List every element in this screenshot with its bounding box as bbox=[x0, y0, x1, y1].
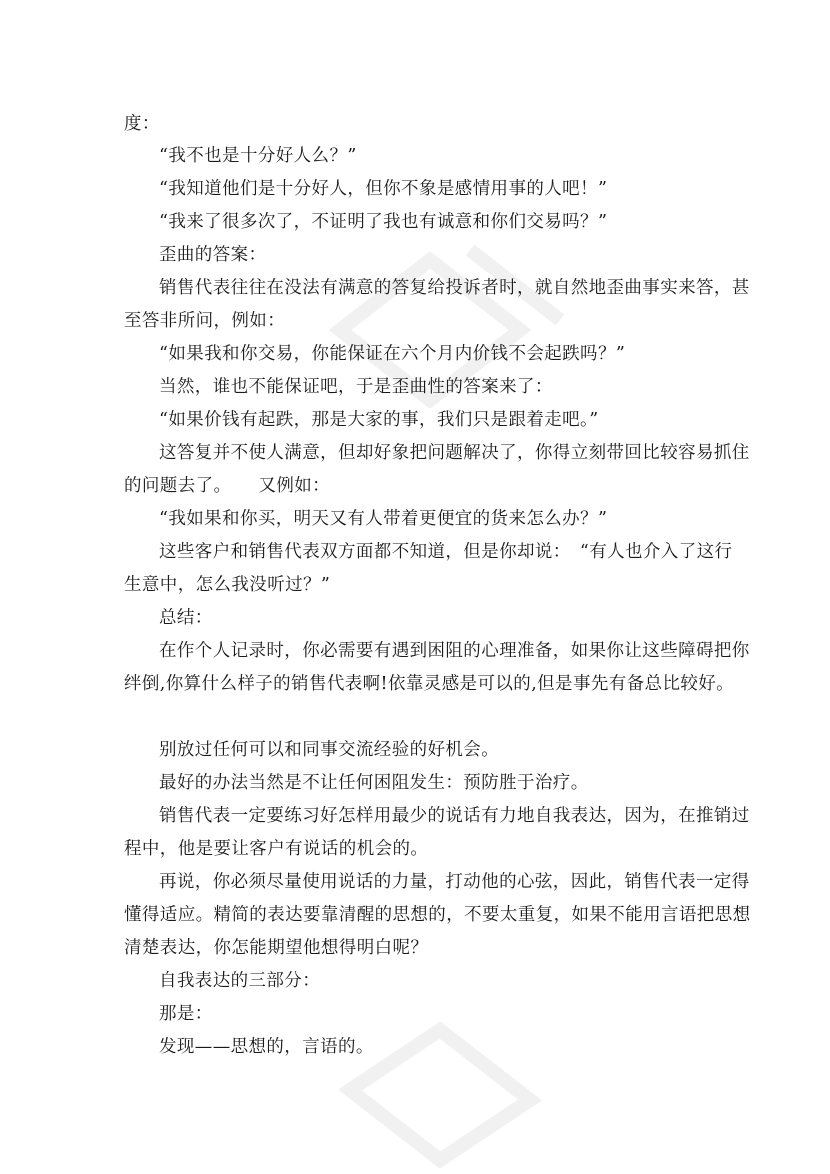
text-line-8: “如果我和你交易，你能保证在六个月内价钱不会起跌吗？” bbox=[159, 344, 626, 364]
text-line-18: 绊倒,你算什么样子的销售代表啊!依靠灵感是可以的,但是事先有备总比较好。 bbox=[124, 674, 735, 694]
text-line-27: 那是： bbox=[159, 1004, 213, 1024]
text-line-17: 在作个人记录时，你必需要有遇到困阻的心理准备，如果你让这些障碍把你 bbox=[159, 641, 750, 661]
text-line-21: 销售代表一定要练习好怎样用最少的说话有力地自我表达，因为，在推销过 bbox=[159, 806, 750, 826]
text-line-13: “我如果和你买，明天又有人带着更便宜的货来怎么办？” bbox=[159, 509, 608, 529]
text-line-20: 最好的办法当然是不让任何困阻发生：预防胜于治疗。 bbox=[159, 773, 589, 793]
text-line-9: 当然，谁也不能保证吧，于是歪曲性的答案来了： bbox=[159, 377, 553, 397]
text-line-23: 再说，你必须尽量使用说话的力量，打动他的心弦，因此，销售代表一定得 bbox=[159, 872, 750, 892]
text-line-10: “如果价钱有起跌，那是大家的事，我们只是跟着走吧。” bbox=[159, 410, 599, 430]
text-line-3: “我知道他们是十分好人，但你不象是感情用事的人吧！” bbox=[159, 179, 608, 199]
text-line-15: 生意中，怎么我没听过？” bbox=[124, 575, 331, 595]
text-line-6: 销售代表往往在没法有满意的答复给投诉者时，就自然地歪曲事实来答，甚 bbox=[159, 278, 750, 298]
text-line-25: 清楚表达，你怎能期望他想得明白呢？ bbox=[124, 938, 429, 958]
text-line-11: 这答复并不使人满意，但却好象把问题解决了，你得立刻带回比较容易抓住 bbox=[159, 443, 750, 463]
text-line-1: 度： bbox=[124, 114, 160, 134]
text-line-28: 发现——思想的，言语的。 bbox=[159, 1037, 374, 1057]
text-line-19: 别放过任何可以和同事交流经验的好机会。 bbox=[159, 740, 500, 760]
text-line-2: “我不也是十分好人么？” bbox=[159, 146, 357, 166]
text-line-24: 懂得适应。精简的表达要靠清醒的思想的，不要太重复，如果不能用言语把思想 bbox=[124, 905, 751, 925]
text-line-12: 的问题去了。 又例如： bbox=[124, 476, 331, 496]
text-line-14: 这些客户和销售代表双方面都不知道，但是你却说： “有人也介入了这行 bbox=[159, 542, 733, 562]
text-line-26: 自我表达的三部分： bbox=[159, 971, 321, 991]
text-line-5: 歪曲的答案： bbox=[159, 245, 267, 265]
text-line-7: 至答非所问，例如： bbox=[124, 311, 286, 331]
text-line-4: “我来了很多次了，不证明了我也有诚意和你们交易吗？” bbox=[159, 212, 608, 232]
text-line-22: 程中，他是要让客户有说话的机会的。 bbox=[124, 839, 429, 859]
text-line-16: 总结： bbox=[159, 608, 213, 628]
